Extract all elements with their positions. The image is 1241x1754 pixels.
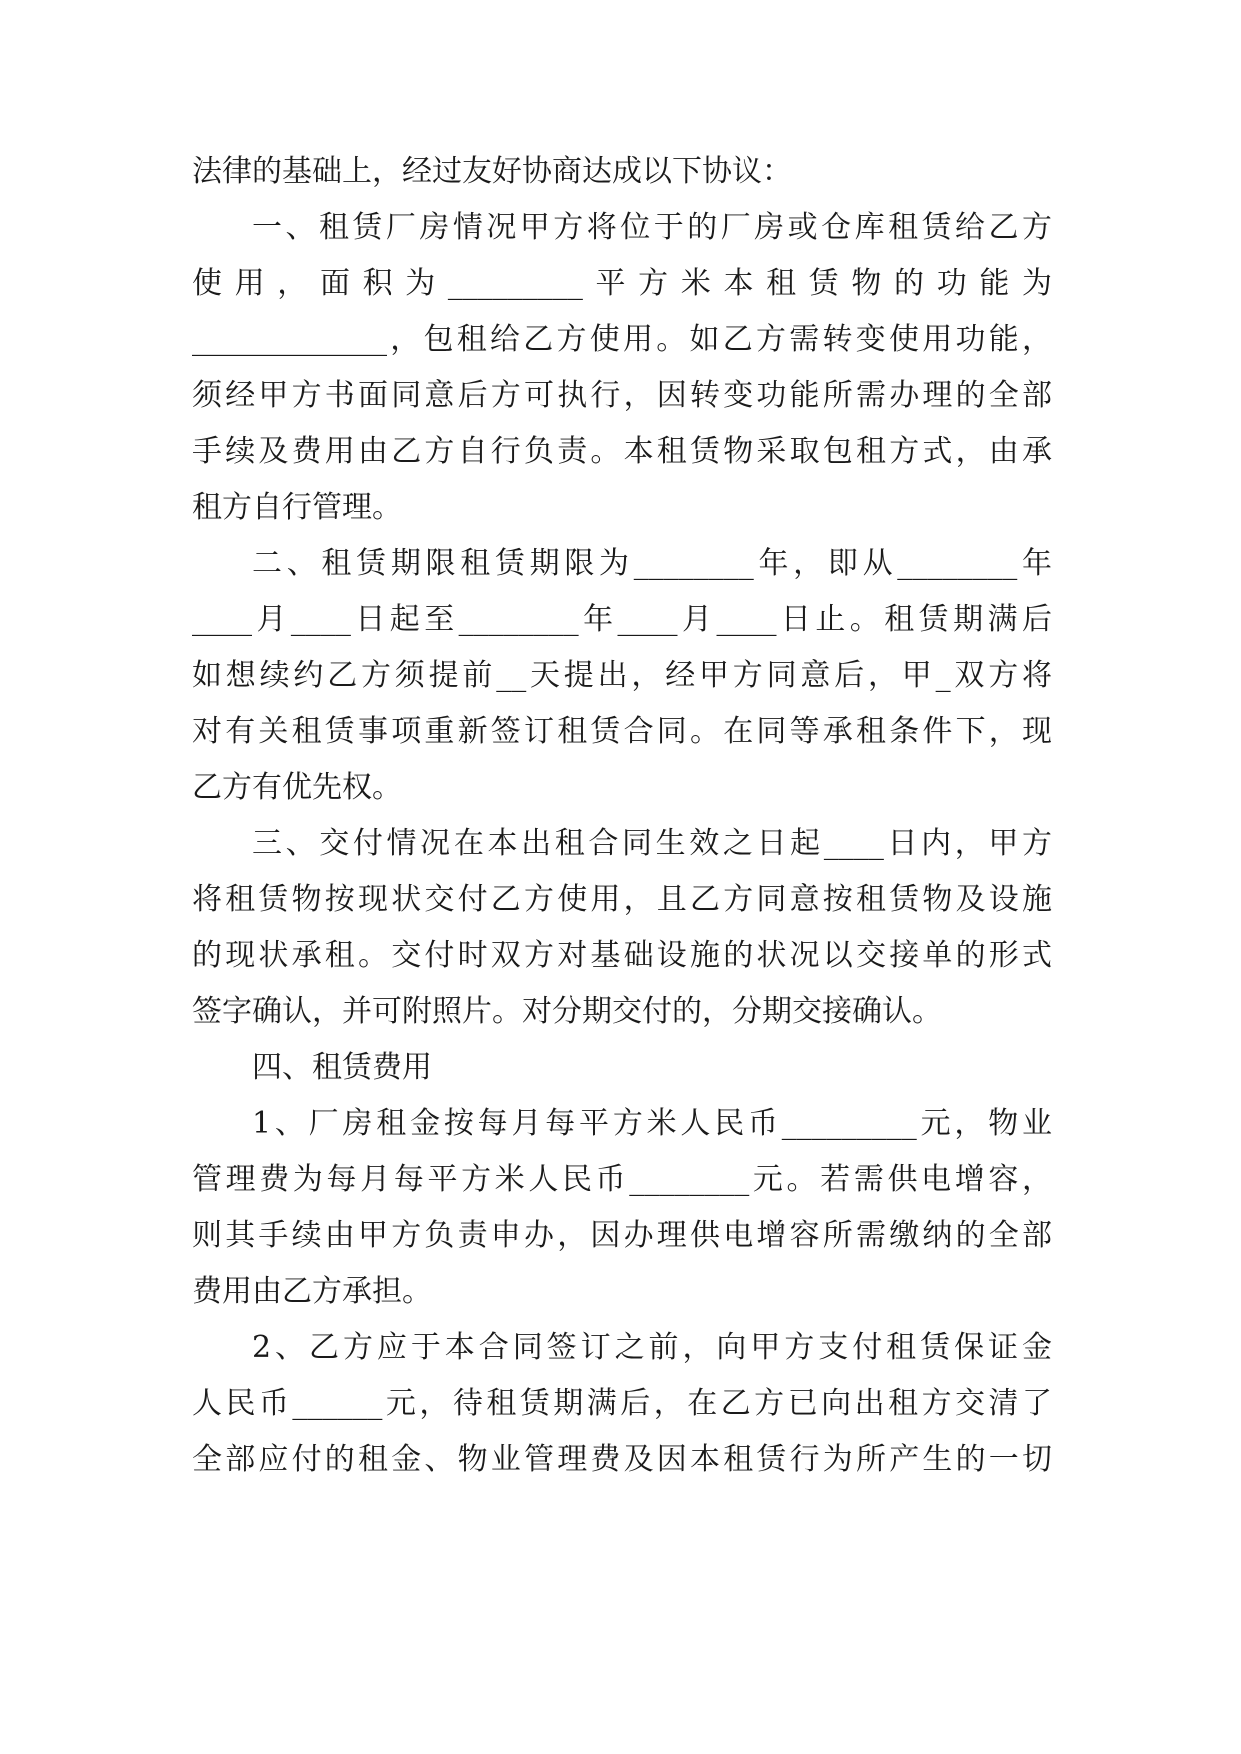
text-line: 法律的基础上，经过友好协商达成以下协议：	[192, 154, 792, 189]
text-line: 对有关租赁事项重新签订租赁合同。在同等承租条件下，现	[192, 714, 1052, 749]
text-line: 三、交付情况在本出租合同生效之日起____日内，甲方	[252, 826, 1052, 861]
text-line: 四、租赁费用	[252, 1050, 432, 1085]
text-line: 2、乙方应于本合同签订之前，向甲方支付租赁保证金	[252, 1330, 1052, 1365]
text-line: 1、厂房租金按每月每平方米人民币_________元，物业	[252, 1106, 1052, 1141]
text-line: 费用由乙方承担。	[192, 1274, 432, 1309]
text-line: 如想续约乙方须提前__天提出，经甲方同意后，甲_双方将	[192, 658, 1052, 693]
text-line: 使用，面积为_________平方米本租赁物的功能为	[192, 266, 1052, 301]
text-line: ____月____日起至________年____月____日止。租赁期满后	[192, 602, 1052, 637]
text-line: 签字确认，并可附照片。对分期交付的，分期交接确认。	[192, 994, 942, 1029]
text-line: 租方自行管理。	[192, 490, 402, 525]
text-line: 一、租赁厂房情况甲方将位于的厂房或仓库租赁给乙方	[252, 210, 1052, 245]
text-line: 将租赁物按现状交付乙方使用，且乙方同意按租赁物及设施	[192, 882, 1052, 917]
text-line: _____________，包租给乙方使用。如乙方需转变使用功能，	[192, 322, 1052, 357]
text-line: 的现状承租。交付时双方对基础设施的状况以交接单的形式	[192, 938, 1052, 973]
text-line: 管理费为每月每平方米人民币________元。若需供电增容，	[192, 1162, 1052, 1197]
text-line: 人民币______元，待租赁期满后，在乙方已向出租方交清了	[192, 1386, 1052, 1421]
text-line: 则其手续由甲方负责申办，因办理供电增容所需缴纳的全部	[192, 1218, 1052, 1253]
text-line: 手续及费用由乙方自行负责。本租赁物采取包租方式，由承	[192, 434, 1052, 469]
text-line: 二、租赁期限租赁期限为________年，即从________年	[252, 546, 1052, 581]
text-line: 乙方有优先权。	[192, 770, 402, 805]
text-line: 全部应付的租金、物业管理费及因本租赁行为所产生的一切	[192, 1442, 1052, 1477]
text-line: 须经甲方书面同意后方可执行，因转变功能所需办理的全部	[192, 378, 1052, 413]
